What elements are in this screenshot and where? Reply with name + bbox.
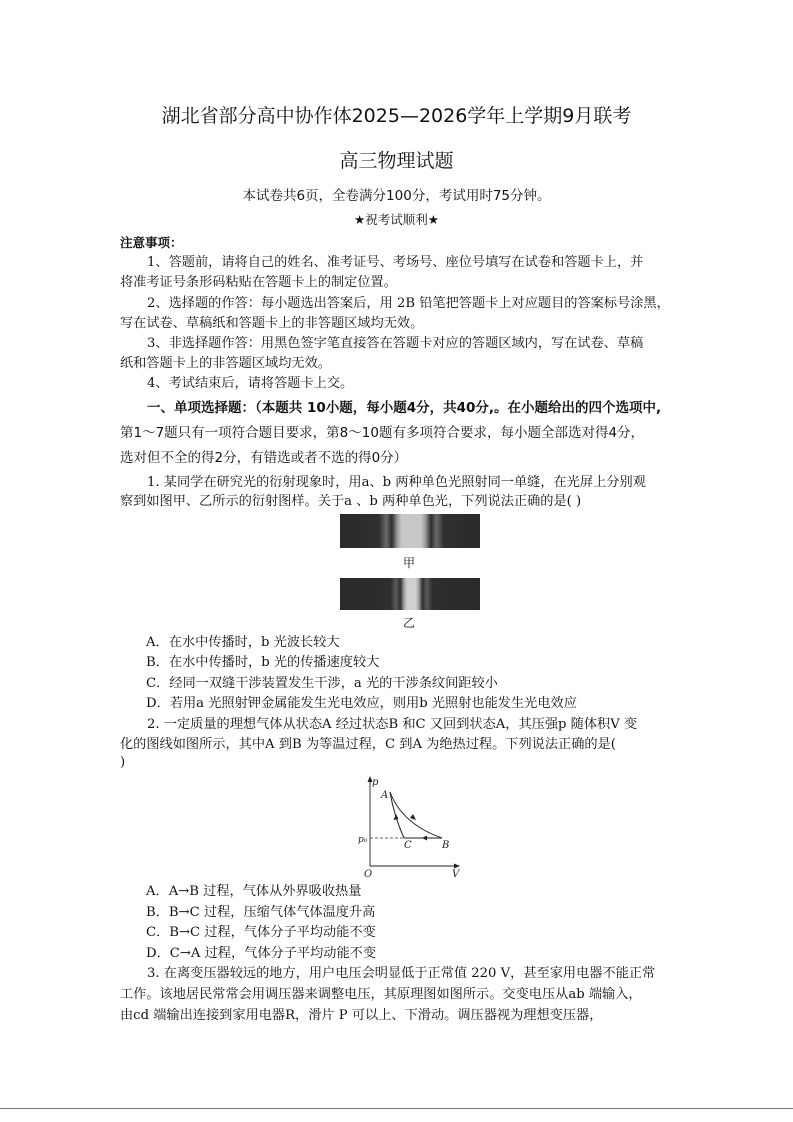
point-b-label: B bbox=[442, 840, 450, 851]
exam-info: 本试卷共6页，全卷满分100分，考试用时75分钟。 bbox=[242, 188, 551, 204]
question-3-stem: 工作。该地居民常常会用调压器来调整电压，其原理图如图所示。交变电压从ab 端输入， bbox=[120, 987, 642, 1002]
p-axis-label: p bbox=[372, 777, 379, 788]
notes-line: 将准考证号条形码粘贴在答题卡上的制定位置。 bbox=[120, 275, 397, 290]
notes-line: 1、答题前，请将自己的姓名、准考证号、考场号、座位号填写在试卷和答题卡上，并 bbox=[147, 255, 644, 270]
exam-subtitle: 高三物理试题 bbox=[339, 150, 454, 172]
diffraction-pattern-a bbox=[340, 514, 480, 548]
exam-title: 湖北省部分高中协作体2025—2026学年上学期9月联考 bbox=[161, 105, 632, 127]
notes-line: 2、选择题的作答：每小题选出答案后，用 2B 铅笔把答题卡上对应题目的答案标号涂黑， bbox=[147, 296, 670, 311]
point-c-label: C bbox=[404, 840, 412, 851]
origin-label: O bbox=[364, 869, 373, 880]
good-luck-line: ★祝考试顺利★ bbox=[354, 212, 439, 227]
question-2-option-c: C．B→C 过程，气体分子平均动能不变 bbox=[146, 925, 376, 940]
question-1-option-a: A．在水中传播时，b 光波长较大 bbox=[146, 635, 340, 650]
question-3-stem: 3. 在离变压器较远的地方，用户电压会明显低于正常值 220 V，甚至家用电器不能正常 bbox=[147, 966, 656, 981]
page-bottom-rule bbox=[0, 1108, 793, 1109]
p0-label: p₀ bbox=[358, 835, 368, 845]
question-2-option-a: A．A→B 过程，气体从外界吸收热量 bbox=[146, 884, 362, 899]
notes-heading: 注意事项： bbox=[120, 235, 183, 250]
figure-caption-a: 甲 bbox=[403, 556, 416, 570]
notes-line: 纸和答题卡上的非答题区域均无效。 bbox=[120, 356, 331, 371]
question-1-option-b: B．在水中传播时，b 光的传播速度较大 bbox=[146, 655, 380, 670]
point-a-label: A bbox=[381, 790, 389, 801]
question-1-option-d: D．若用a 光照射钾金属能发生光电效应，则用b 光照射也能发生光电效应 bbox=[146, 696, 577, 711]
question-1-stem: 察到如图甲、乙所示的衍射图样。关于a 、b 两种单色光，下列说法正确的是( ) bbox=[120, 494, 582, 509]
question-2-option-d: D．C→A 过程，气体分子平均动能不变 bbox=[146, 946, 377, 961]
question-2-stem: ) bbox=[120, 755, 126, 770]
diffraction-pattern-b bbox=[340, 578, 480, 610]
section-instructions: 第1～7题只有一项符合题目要求，第8～10题有多项符合要求，每小题全部选对得4分， bbox=[120, 425, 645, 441]
question-3-stem: 由cd 端输出连接到家用电器R，滑片 P 可以上、下滑动。调压器视为理想变压器， bbox=[120, 1008, 603, 1023]
section-instructions: 选对但不全的得2分，有错选或者不选的得0分） bbox=[120, 450, 408, 466]
question-1-stem: 1. 某同学在研究光的衍射现象时，用a、b 两种单色光照射同一单缝，在光屏上分别观 bbox=[147, 475, 646, 490]
question-1-option-c: C．经同一双缝干涉装置发生干涉，a 光的干涉条纹间距较小 bbox=[146, 676, 498, 691]
pv-diagram bbox=[350, 772, 470, 880]
figure-caption-b: 乙 bbox=[403, 616, 416, 630]
notes-line: 4、考试结束后，请将答题卡上交。 bbox=[147, 376, 354, 391]
question-2-stem: 化的图线如图所示，其中A 到B 为等温过程，C 到A 为绝热过程。下列说法正确的是( bbox=[120, 737, 616, 752]
question-2-option-b: B．B→C 过程，压缩气体气体温度升高 bbox=[146, 905, 376, 920]
notes-line: 写在试卷、草稿纸和答题卡上的非答题区域均无效。 bbox=[120, 316, 424, 331]
notes-line: 3、非选择题作答：用黑色签字笔直接答在答题卡对应的答题区域内，写在试卷、草稿 bbox=[147, 336, 644, 351]
question-2-stem: 2. 一定质量的理想气体从状态A 经过状态B 和C 又回到状态A，其压强p 随体积V 变 bbox=[147, 717, 638, 732]
section-heading: 一、单项选择题：（本题共 10小题，每小题4分，共40分,。在小题给出的四个选项中, bbox=[147, 400, 662, 416]
v-axis-label: V bbox=[452, 869, 460, 880]
